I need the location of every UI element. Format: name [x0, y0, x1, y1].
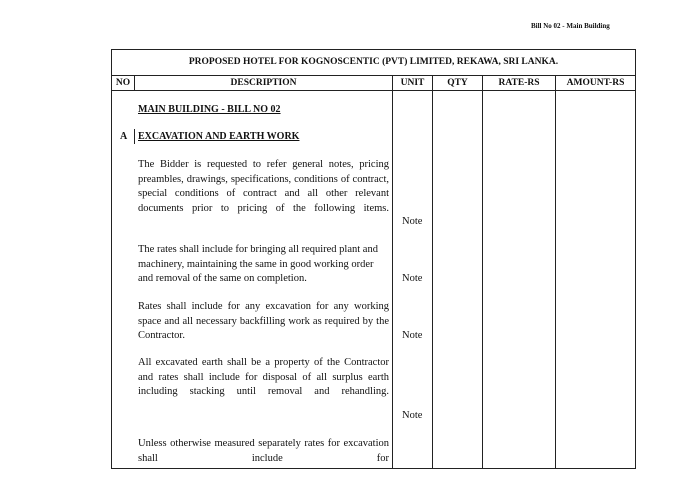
- unit-note-4: Note: [402, 410, 423, 421]
- description-paragraph-excavation-includes: Unless otherwise measured separately rates for excavation shall include for: [138, 438, 389, 464]
- bill-of-quantities-table: [111, 49, 636, 469]
- unit-note-3: Note: [402, 330, 423, 341]
- column-header-row: [112, 76, 635, 91]
- unit-note-2: Note: [402, 273, 423, 284]
- section-number: A: [120, 131, 128, 142]
- column-divider-unit: [432, 76, 433, 468]
- column-header-description: DESCRIPTION: [230, 78, 297, 88]
- description-paragraph-excavated-earth: All excavated earth shall be a property of the Contractor and rates shall include for disposal of all surplus earth including stacking until removal and rehandling.: [138, 357, 389, 398]
- project-title: PROPOSED HOTEL FOR KOGNOSCENTIC (PVT) LIMITED, REKAWA, SRI LANKA.: [112, 50, 635, 76]
- section-marker-line: [134, 129, 135, 144]
- column-divider-description: [392, 76, 393, 468]
- column-divider-qty: [482, 76, 483, 468]
- section-heading: EXCAVATION AND EARTH WORK: [138, 131, 300, 142]
- column-header-no: NO: [115, 78, 131, 88]
- column-divider-no: [134, 76, 135, 90]
- bill-heading: MAIN BUILDING - BILL NO 02: [138, 104, 281, 115]
- column-header-qty: QTY: [447, 78, 468, 88]
- unit-note-1: Note: [402, 216, 423, 227]
- description-paragraph-working-space: Rates shall include for any excavation for any working space and all necessary backfilling work as required by the Contractor.: [138, 301, 389, 342]
- column-header-unit: UNIT: [400, 78, 425, 88]
- column-header-amount: AMOUNT-RS: [566, 78, 625, 88]
- bill-reference: Bill No 02 - Main Building: [531, 22, 610, 30]
- description-paragraph-plant: The rates shall include for bringing all required plant and machinery, maintaining the same in good working order and removal of the same on completion.: [138, 244, 378, 285]
- column-divider-rate: [555, 76, 556, 468]
- column-header-rate: RATE-RS: [498, 78, 540, 88]
- description-paragraph-general-notes: The Bidder is requested to refer general notes, pricing preambles, drawings, specifications, conditions of contract, special conditions of contract and all other relevant documents prior to pricing of the following items.: [138, 159, 389, 214]
